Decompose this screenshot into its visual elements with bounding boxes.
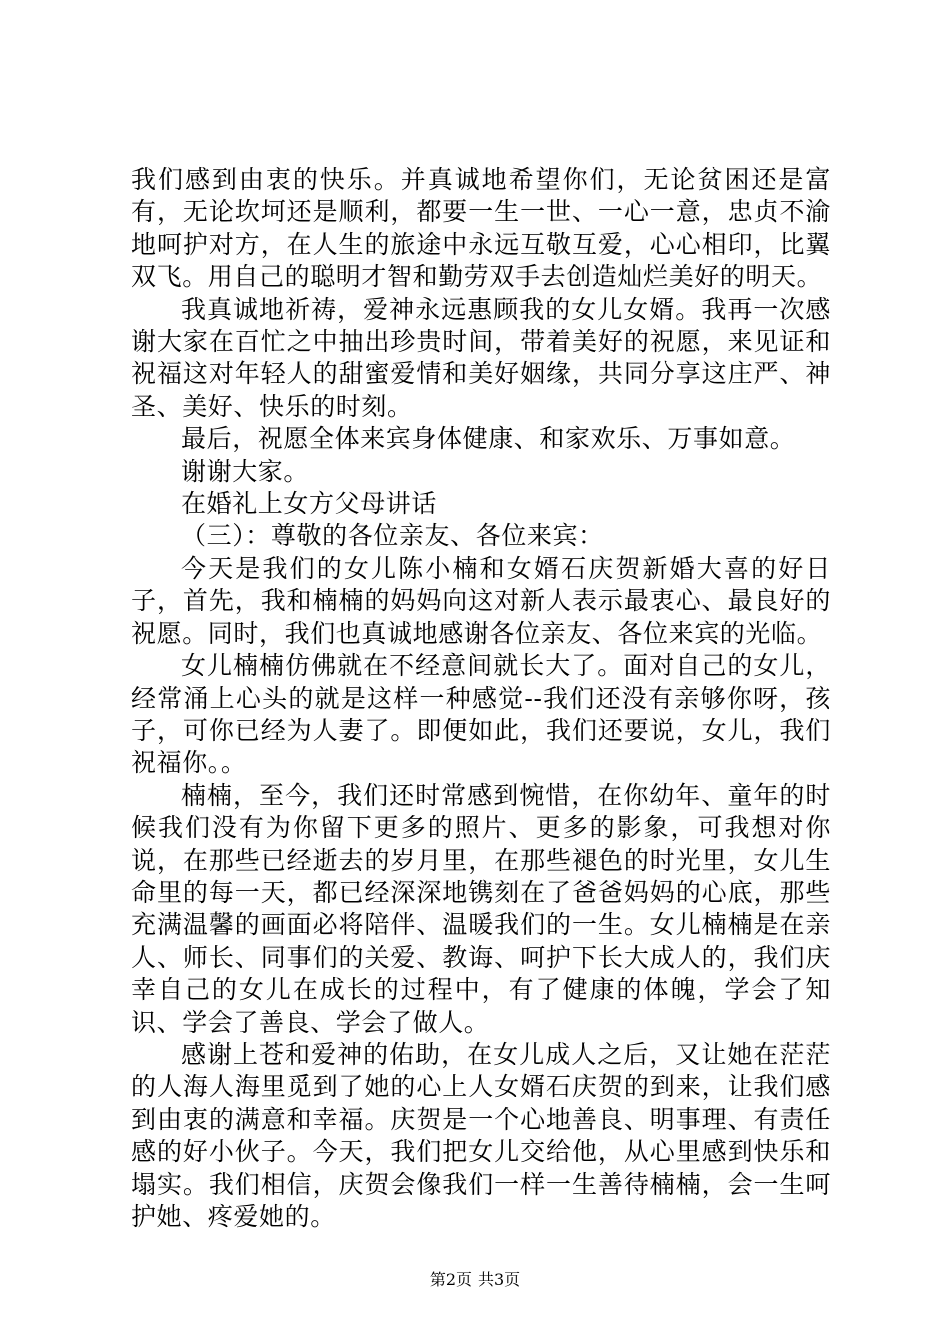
page-footer — [0, 1270, 950, 1290]
document-body — [131, 164, 831, 1233]
page-total: 共3页 — [478, 1270, 521, 1289]
paragraph: 我们感到由衷的快乐。并真诚地希望你们，无论贫困还是富有，无论坎坷还是顺利，都要一生一世、一心一意，忠贞不渝地呵护对方，在人生的旅途中永远互敬互爱，心心相印，比翼双飞。用自己的聪明才智和勤劳双手去创造灿烂美好的明天。 — [131, 165, 831, 292]
section-heading: 在婚礼上女方父母讲话 — [181, 489, 438, 519]
paragraph: 今天是我们的女儿陈小楠和女婿石庆贺新婚大喜的好日子，首先，我和楠楠的妈妈向这对新人表示最衷心、最良好的祝愿。同时，我们也真诚地感谢各位亲友、各位来宾的光临。 — [131, 553, 831, 648]
paragraph: 感谢上苍和爱神的佑助，在女儿成人之后，又让她在茫茫的人海人海里觅到了她的心上人女婿石庆贺的到来，让我们感到由衷的满意和幸福。庆贺是一个心地善良、明事理、有责任感的好小伙子。今天，我们把女儿交给他，从心里感到快乐和塌实。我们相信，庆贺会像我们一样一生善待楠楠，会一生呵护她、疼爱她的。 — [131, 1039, 831, 1231]
paragraph: 谢谢大家。 — [181, 456, 310, 486]
salutation: （三）：尊敬的各位亲友、各位来宾： — [181, 521, 604, 551]
paragraph: 我真诚地祈祷，爱神永远惠顾我的女儿女婿。我再一次感谢大家在百忙之中抽出珍贵时间，带着美好的祝愿，来见证和祝福这对年轻人的甜蜜爱情和美好姻缘，共同分享这庄严、神圣、美好、快乐的时刻。 — [131, 294, 831, 421]
paragraph: 楠楠，至今，我们还时常感到惋惜，在你幼年、童年的时候我们没有为你留下更多的照片、更多的影象，可我想对你说，在那些已经逝去的岁月里，在那些褪色的时光里，女儿生命里的每一天，都已经深深地镌刻在了爸爸妈妈的心底，那些充满温馨的画面必将陪伴、温暖我们的一生。女儿楠楠是在亲人、师长、同事们的关爱、教诲、呵护下长大成人的，我们庆幸自己的女儿在成长的过程中，有了健康的体魄，学会了知识、学会了善良、学会了做人。 — [131, 780, 831, 1037]
paragraph: 女儿楠楠仿佛就在不经意间就长大了。面对自己的女儿，经常涌上心头的就是这样一种感觉--我们还没有亲够你呀，孩子，可你已经为人妻了。即便如此，我们还要说，女儿，我们祝福你。。 — [131, 651, 831, 778]
page-number: 第2页 — [429, 1270, 472, 1289]
paragraph: 最后，祝愿全体来宾身体健康、和家欢乐、万事如意。 — [181, 424, 796, 454]
